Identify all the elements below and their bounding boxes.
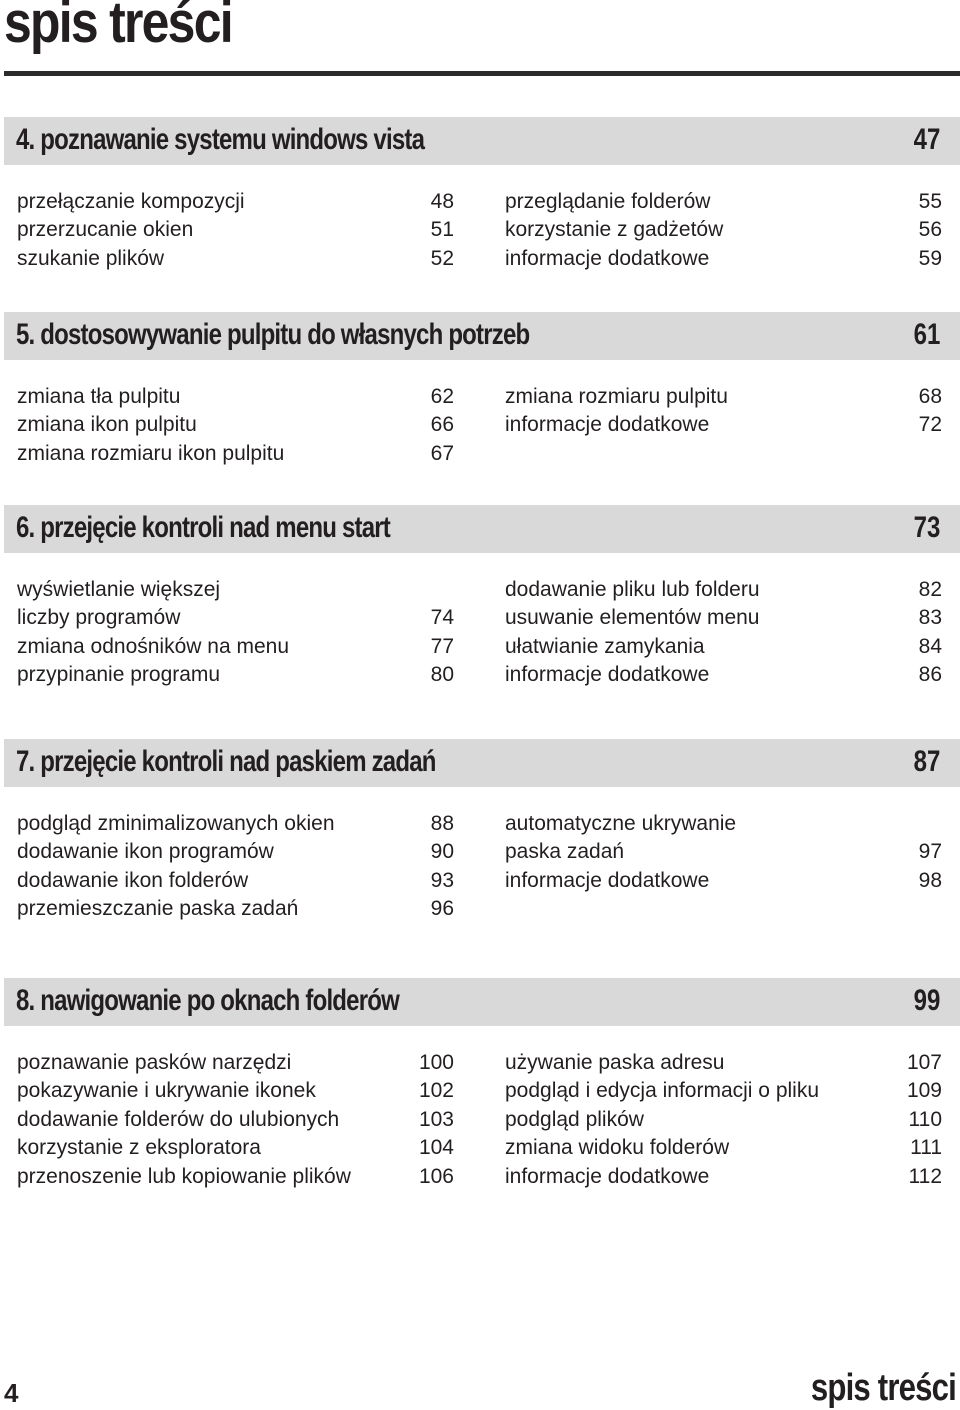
section-title: 8. nawigowanie po oknach folderów <box>16 984 399 1017</box>
toc-entry <box>505 633 942 661</box>
toc-entry <box>505 245 942 273</box>
section-page-number: 99 <box>913 984 940 1017</box>
toc-entry <box>505 1049 942 1077</box>
entry-page-number: 74 <box>430 606 454 630</box>
toc-entry <box>17 1134 454 1162</box>
entry-label: przerzucanie okien <box>17 218 194 242</box>
entry-label: paska zadań <box>505 840 625 864</box>
section-header <box>4 739 960 787</box>
entry-label: wyświetlanie większej <box>17 578 221 601</box>
toc-entry <box>505 576 942 604</box>
entry-label: przypinanie programu <box>17 663 221 687</box>
footer-title: spis treści <box>810 1367 956 1409</box>
section-entries <box>0 810 960 940</box>
section-entries <box>0 383 960 513</box>
entry-page-number: 51 <box>430 218 454 242</box>
section-entries <box>0 1049 960 1188</box>
entries-column-left <box>17 576 454 690</box>
entry-page-number: 103 <box>418 1107 454 1131</box>
section-page-number: 73 <box>913 511 940 544</box>
entry-label: dodawanie ikon programów <box>17 840 274 864</box>
entry-page-number: 98 <box>918 868 942 892</box>
toc-entry <box>505 383 942 411</box>
entry-page-number: 59 <box>918 246 942 270</box>
toc-entry <box>17 383 454 411</box>
entry-label: informacje dodatkowe <box>505 413 710 437</box>
entry-label: podgląd i edycja informacji o pliku <box>505 1079 820 1103</box>
section-page-number: 47 <box>913 123 940 156</box>
entries-column-left <box>17 810 454 924</box>
section-page-number: 61 <box>913 318 940 351</box>
toc-entry <box>17 1077 454 1105</box>
entry-label: zmiana odnośników na menu <box>17 634 289 658</box>
entries-column-right <box>505 810 942 895</box>
toc-entry <box>17 604 454 632</box>
toc-entry <box>17 440 454 468</box>
entry-page-number: 84 <box>918 634 942 658</box>
entry-label: przenoszenie lub kopiowanie plików <box>17 1164 351 1188</box>
entry-page-number: 96 <box>430 897 454 921</box>
entry-page-number: 62 <box>430 385 454 408</box>
entry-page-number: 109 <box>906 1079 942 1103</box>
entry-label: podgląd plików <box>505 1107 644 1131</box>
entry-page-number: 66 <box>430 413 454 437</box>
toc-entry <box>505 411 942 439</box>
entry-page-number: 67 <box>430 441 454 465</box>
entry-page-number: 80 <box>430 663 454 687</box>
toc-entry <box>17 867 454 895</box>
entries-column-right <box>505 188 942 273</box>
entry-label: dodawanie ikon folderów <box>17 868 249 892</box>
entry-page-number: 68 <box>918 385 942 408</box>
entry-page-number: 107 <box>906 1051 942 1074</box>
entry-page-number: 88 <box>430 812 454 835</box>
entry-label: poznawanie pasków narzędzi <box>17 1051 292 1074</box>
entry-page-number: 77 <box>430 634 454 658</box>
toc-section <box>0 978 960 1188</box>
section-title: 4. poznawanie systemu windows vista <box>16 123 425 156</box>
entry-label: automatyczne ukrywanie <box>505 812 737 835</box>
entry-page-number: 52 <box>430 246 454 270</box>
toc-entry <box>17 895 454 923</box>
entries-column-left <box>17 188 454 273</box>
toc-entry <box>17 633 454 661</box>
section-header <box>4 117 960 165</box>
toc-entry <box>17 661 454 689</box>
toc-section <box>0 117 960 318</box>
entry-page-number: 97 <box>918 840 942 864</box>
section-entries <box>0 576 960 706</box>
toc-entry <box>505 1134 942 1162</box>
page-number: 4 <box>4 1378 19 1408</box>
title-divider <box>4 71 960 76</box>
entry-page-number: 112 <box>908 1164 942 1188</box>
entry-page-number: 110 <box>908 1107 942 1131</box>
section-header <box>4 505 960 553</box>
entry-label: informacje dodatkowe <box>505 246 710 270</box>
entry-label: dodawanie pliku lub folderu <box>505 578 760 601</box>
entry-label: zmiana rozmiaru pulpitu <box>505 385 728 408</box>
toc-section <box>0 739 960 940</box>
entry-label: informacje dodatkowe <box>505 868 710 892</box>
toc-entry <box>17 216 454 244</box>
entry-page-number: 100 <box>418 1051 454 1074</box>
toc-entry <box>17 188 454 216</box>
entry-page-number: 93 <box>430 868 454 892</box>
entry-label: liczby programów <box>17 606 181 630</box>
entries-column-left <box>17 1049 454 1191</box>
entry-label: informacje dodatkowe <box>505 1164 710 1188</box>
entry-label: przełączanie kompozycji <box>17 190 245 213</box>
entry-label: dodawanie folderów do ulubionych <box>17 1107 340 1131</box>
entry-page-number: 55 <box>918 190 942 213</box>
entry-page-number: 111 <box>910 1136 942 1160</box>
toc-entry <box>17 245 454 273</box>
entry-page-number: 83 <box>918 606 942 630</box>
entry-label: informacje dodatkowe <box>505 663 710 687</box>
toc-entry <box>505 867 942 895</box>
toc-entry <box>505 838 942 866</box>
entry-label: pokazywanie i ukrywanie ikonek <box>17 1079 316 1103</box>
toc-entry <box>17 810 454 838</box>
entry-label: zmiana tła pulpitu <box>17 385 181 408</box>
toc-entry <box>505 216 942 244</box>
entry-page-number: 102 <box>418 1079 454 1103</box>
toc-entry <box>17 1049 454 1077</box>
entry-label: korzystanie z eksploratora <box>17 1136 261 1160</box>
entry-label: zmiana ikon pulpitu <box>17 413 197 437</box>
entry-page-number: 90 <box>430 840 454 864</box>
toc-entry <box>505 1077 942 1105</box>
entry-label: używanie paska adresu <box>505 1051 725 1074</box>
entry-page-number: 106 <box>418 1164 454 1188</box>
toc-entry <box>505 1106 942 1134</box>
entry-page-number: 72 <box>918 413 942 437</box>
toc-entry <box>505 1163 942 1191</box>
entry-label: zmiana rozmiaru ikon pulpitu <box>17 441 285 465</box>
toc-entry <box>17 576 454 604</box>
entry-label: ułatwianie zamykania <box>505 634 705 658</box>
section-entries <box>0 188 960 318</box>
toc-entry <box>17 1106 454 1134</box>
section-title: 5. dostosowywanie pulpitu do własnych potrzeb <box>16 318 530 351</box>
toc-entry <box>505 604 942 632</box>
section-page-number: 87 <box>913 745 940 778</box>
page-title: spis treści <box>4 0 232 55</box>
entry-page-number: 48 <box>430 190 454 213</box>
section-header <box>4 978 960 1026</box>
toc-section <box>0 312 960 513</box>
toc-entry <box>505 661 942 689</box>
toc-entry <box>17 838 454 866</box>
entry-label: usuwanie elementów menu <box>505 606 760 630</box>
toc-entry <box>17 411 454 439</box>
entry-label: zmiana widoku folderów <box>505 1136 730 1160</box>
toc-entry <box>505 810 942 838</box>
toc-entry <box>17 1163 454 1191</box>
entries-column-right <box>505 383 942 440</box>
entry-page-number: 82 <box>918 578 942 601</box>
entry-label: przeglądanie folderów <box>505 190 711 213</box>
entry-label: podgląd zminimalizowanych okien <box>17 812 335 835</box>
entry-label: korzystanie z gadżetów <box>505 218 724 242</box>
toc-section <box>0 505 960 706</box>
entries-column-right <box>505 576 942 690</box>
section-title: 6. przejęcie kontroli nad menu start <box>16 511 390 544</box>
section-title: 7. przejęcie kontroli nad paskiem zadań <box>16 745 436 778</box>
entry-page-number: 56 <box>918 218 942 242</box>
entries-column-right <box>505 1049 942 1191</box>
entry-page-number: 86 <box>918 663 942 687</box>
toc-entry <box>505 188 942 216</box>
entry-label: przemieszczanie paska zadań <box>17 897 299 921</box>
entries-column-left <box>17 383 454 468</box>
section-header <box>4 312 960 360</box>
entry-label: szukanie plików <box>17 246 165 270</box>
entry-page-number: 104 <box>418 1136 454 1160</box>
